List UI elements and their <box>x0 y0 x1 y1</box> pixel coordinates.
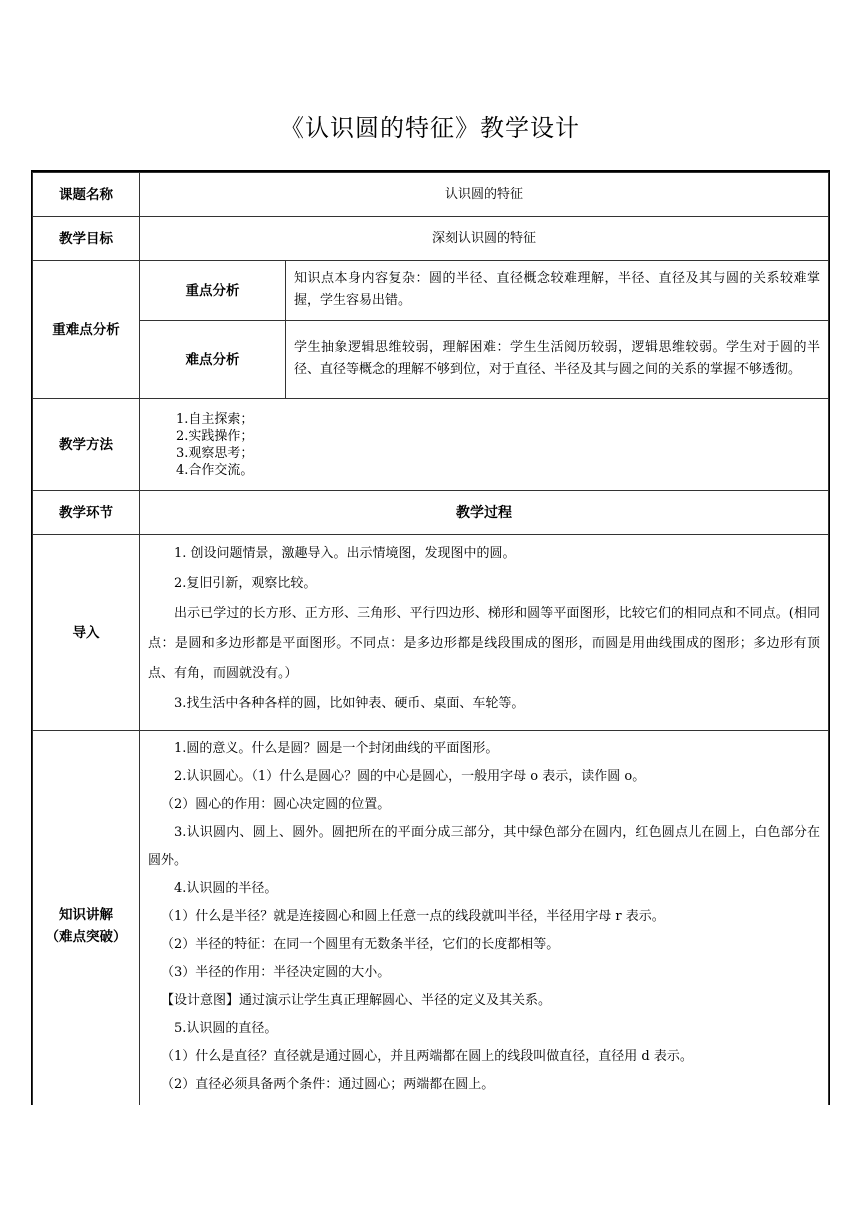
knowledge-paragraph: （2）直径必须具备两个条件：通过圆心；两端都在圆上。 <box>161 1077 495 1092</box>
goal-label: 教学目标 <box>33 217 140 261</box>
knowledge-paragraph: 5.认识圆的直径。 <box>174 1021 278 1036</box>
method-item: 4.合作交流。 <box>176 462 254 478</box>
method-item: 1.自主探索； <box>176 411 254 427</box>
design-intent-note: 【设计意图】通过演示让学生真正理解圆心、半径的定义及其关系。 <box>161 993 552 1008</box>
process-step-label: 教学环节 <box>33 491 140 535</box>
row-topic <box>33 173 829 217</box>
knowledge-paragraph: （1）什么是半径？就是连接圆心和圆上任意一点的线段就叫半径，半径用字母 r 表示。 <box>161 909 665 924</box>
knowledge-paragraph: 1.圆的意义。什么是圆？圆是一个封闭曲线的平面图形。 <box>174 741 499 756</box>
knowledge-paragraph: 2.认识圆心。（1）什么是圆心？圆的中心是圆心，一般用字母 o 表示，读作圆 o。 <box>174 769 646 784</box>
row-goal <box>33 217 829 261</box>
lesson-plan-table <box>32 172 829 1105</box>
analysis-label: 重难点分析 <box>33 261 140 399</box>
difficult-analysis-label: 难点分析 <box>140 321 286 399</box>
knowledge-paragraph: （1）什么是直径？直径就是通过圆心，并且两端都在圆上的线段叫做直径，直径用 d 表示。 <box>161 1049 693 1064</box>
knowledge-paragraph: （2）圆心的作用：圆心决定圆的位置。 <box>161 797 391 812</box>
knowledge-paragraph: 3.认识圆内、圆上、圆外。圆把所在的平面分成三部分，其中绿色部分在圆内，红色圆点儿在圆上，白色部分在圆外。 <box>148 825 821 868</box>
knowledge-label-sub: （难点突破） <box>45 928 127 945</box>
row-key-analysis <box>33 261 829 321</box>
method-item: 3.观察思考； <box>176 445 254 461</box>
knowledge-paragraph: 4.认识圆的半径。 <box>174 881 278 896</box>
row-difficult-analysis <box>33 321 829 399</box>
knowledge-paragraph: （3）半径的作用：半径决定圆的大小。 <box>161 965 391 980</box>
topic-label: 课题名称 <box>33 173 140 217</box>
knowledge-label-main: 知识讲解 <box>59 906 113 923</box>
intro-content <box>140 535 829 731</box>
key-analysis-label: 重点分析 <box>140 261 286 321</box>
difficult-analysis-text: 学生抽象逻辑思维较弱，理解困难：学生生活阅历较弱，逻辑思维较弱。学生对于圆的半径、直径等概念的理解不够到位，对于直径、半径及其与圆之间的关系的掌握不够透彻。 <box>286 321 829 399</box>
process-header-label: 教学过程 <box>140 491 829 535</box>
intro-paragraph: 2.复旧引新，观察比较。 <box>174 576 317 591</box>
knowledge-label <box>33 731 140 1106</box>
methods-label: 教学方法 <box>33 399 140 491</box>
goal-value: 深刻认识圆的特征 <box>140 217 829 261</box>
row-methods <box>33 399 829 491</box>
intro-paragraph: 出示已学过的长方形、正方形、三角形、平行四边形、梯形和圆等平面图形，比较它们的相同点和不同点。(相同点：是圆和多边形都是平面图形。不同点：是多边形都是线段围成的图形，而圆是用曲线围成的图形；多边形有顶点、有角，而圆就没有。） <box>148 606 821 681</box>
intro-label: 导入 <box>33 535 140 731</box>
intro-paragraph: 3.找生活中各种各样的圆，比如钟表、硬币、桌面、车轮等。 <box>174 696 525 711</box>
row-process-header <box>33 491 829 535</box>
document-title: 《认识圆的特征》教学设计 <box>280 114 580 142</box>
topic-value: 认识圆的特征 <box>140 173 829 217</box>
row-knowledge <box>33 731 829 1106</box>
methods-list <box>140 399 829 491</box>
knowledge-paragraph: （2）半径的特征：在同一个圆里有无数条半径，它们的长度都相等。 <box>161 937 560 952</box>
key-analysis-text: 知识点本身内容复杂：圆的半径、直径概念较难理解，半径、直径及其与圆的关系较难掌握，学生容易出错。 <box>286 261 829 321</box>
intro-paragraph: 1. 创设问题情景，激趣导入。出示情境图，发现图中的圆。 <box>174 546 516 561</box>
method-item: 2.实践操作； <box>176 428 254 444</box>
row-intro <box>33 535 829 731</box>
knowledge-content <box>140 731 829 1106</box>
lesson-plan-table-frame <box>31 170 830 1105</box>
